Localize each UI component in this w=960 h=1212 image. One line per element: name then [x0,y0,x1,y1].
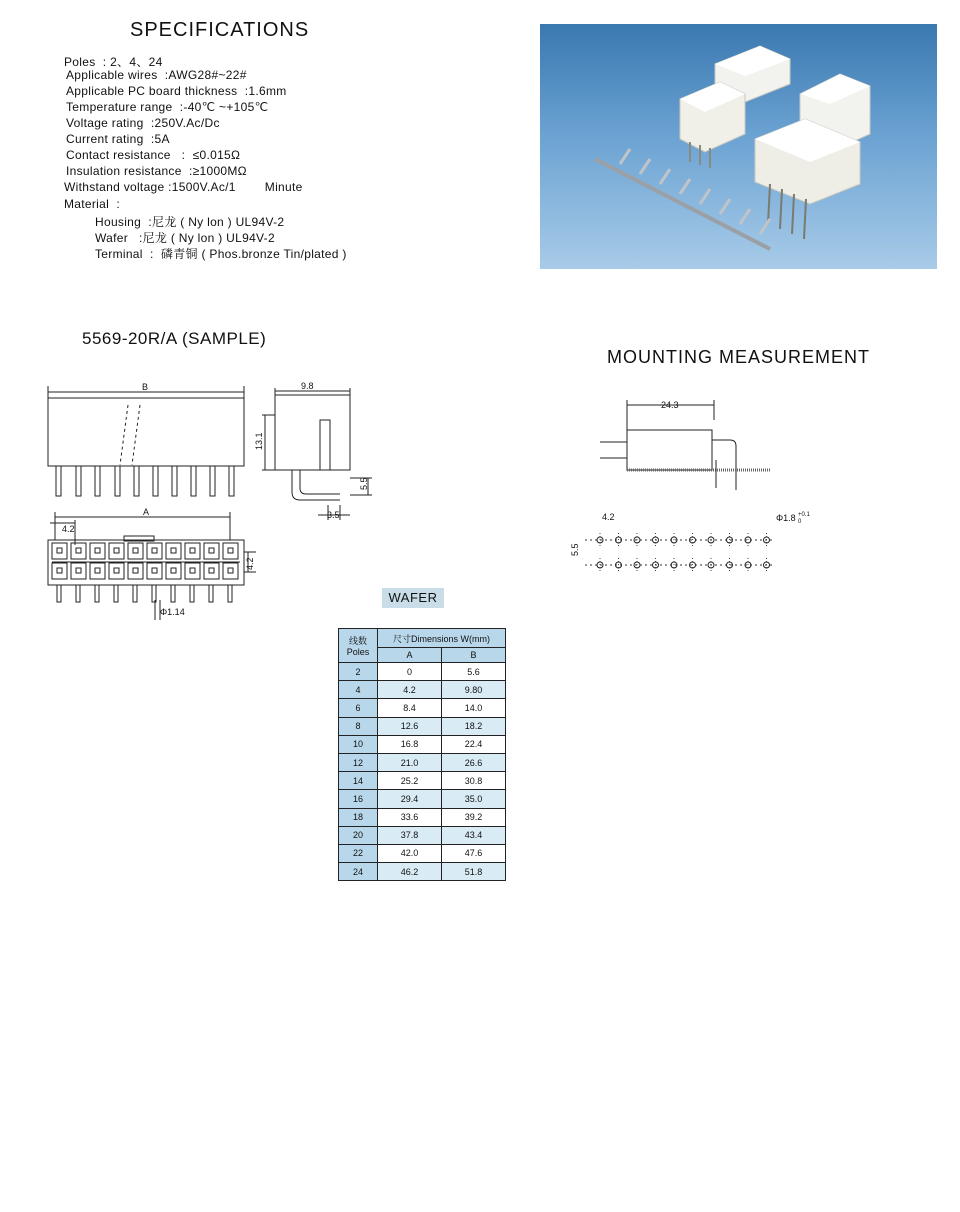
cavity [71,543,86,559]
spec-value: 磷青铜 ( Phos.bronze Tin/plated ) [153,247,347,261]
spec-separator: : [157,68,169,82]
cell-poles: 2 [339,663,378,681]
cavity [185,563,200,579]
dim-3-5-label: 3.5 [327,510,340,520]
spec-label: Wafer [95,231,129,245]
table-row [339,735,506,753]
bottom-pin [209,585,213,602]
spec-value: 尼龙 ( Ny lon ) UL94V-2 [142,231,275,245]
table-row [339,772,506,790]
spec-separator: : [141,215,153,229]
cell-a: 42.0 [378,844,442,862]
cell-poles: 6 [339,699,378,717]
cavity-pin [76,548,81,553]
dim-mount-4-2-label: 4.2 [602,512,615,522]
dim-13-1-label: 13.1 [254,432,264,450]
dim-tolerance-lower: 0 [798,519,802,525]
cavity [71,563,86,579]
spec-value: 5A [154,132,170,146]
wafer-title: WAFER [382,588,444,608]
spec-value: ≤0.015Ω [185,148,241,162]
cavity [166,563,181,579]
dim-phi-1-8-label: Φ1.8 [776,513,796,523]
column-b-header: B [442,648,506,663]
table-row [339,681,506,699]
table-row [339,753,506,771]
bottom-pin [95,585,99,602]
spec-separator: : [143,116,155,130]
spec-label: Contact resistance [66,148,171,162]
cavity-pin [114,568,119,573]
cavity-pin [190,568,195,573]
cell-a: 16.8 [378,735,442,753]
cavity-pin [171,568,176,573]
cell-b: 26.6 [442,753,506,771]
wafer-dimension-table [338,628,506,881]
cavity [166,543,181,559]
cavity [128,543,143,559]
cell-a: 4.2 [378,681,442,699]
spec-value: 1.6mm [248,84,287,98]
spec-value: -40℃ ~+105℃ [183,100,269,114]
spec-label: Terminal [95,247,143,261]
spec-label: Housing [95,215,142,229]
cell-a: 21.0 [378,753,442,771]
cavity-pin [228,568,233,573]
spec-separator: : [172,100,184,114]
cavity [185,543,200,559]
cell-b: 30.8 [442,772,506,790]
bottom-pin [171,585,175,602]
dim-b-label: B [142,382,149,392]
cell-poles: 18 [339,808,378,826]
cavity-pin [228,548,233,553]
cavity [223,543,238,559]
cavity [223,563,238,579]
dim-phi-1-14-label: Φ1.14 [160,607,185,617]
spec-value: 2、4、24 [106,55,163,69]
sample-part-title: 5569-20R/A (SAMPLE) [82,329,267,348]
poles-header: 线数 Poles [339,629,378,663]
spec-label: Current rating [66,132,144,146]
cavity-pin [133,548,138,553]
table-row [339,717,506,735]
table-row [339,699,506,717]
cavity-pin [95,568,100,573]
cavity-pin [152,568,157,573]
cavity [128,563,143,579]
bottom-pin [133,585,137,602]
cavity-pin [76,568,81,573]
dim-tolerance-upper: +0.1 [798,512,810,518]
cell-b: 51.8 [442,863,506,881]
cell-a: 12.6 [378,717,442,735]
spec-label: Temperature range [66,100,173,114]
cell-a: 29.4 [378,790,442,808]
cell-poles: 12 [339,753,378,771]
cavity [90,563,105,579]
spec-separator: : [143,132,155,146]
cell-poles: 14 [339,772,378,790]
cavity-pin [209,548,214,553]
cell-a: 0 [378,663,442,681]
spec-label: Applicable PC board thickness [66,84,238,98]
spec-value: 尼龙 ( Ny lon ) UL94V-2 [152,215,285,229]
mounting-side-view [600,400,770,490]
spec-label: Poles [64,55,96,69]
side-view [262,388,372,520]
cavity [204,563,219,579]
cavity [109,543,124,559]
cell-poles: 20 [339,826,378,844]
cavity [52,543,67,559]
dim-5-5-label: 5.5 [359,477,369,490]
dim-4-2-label: 4.2 [62,524,75,534]
bottom-pin [228,585,232,602]
spec-value: ≥1000MΩ [192,164,247,178]
spec-separator: : [95,55,107,69]
spec-label: Applicable wires [66,68,158,82]
dim-mount-5-5-label: 5.5 [570,543,580,556]
table-row [339,863,506,881]
specifications-title: SPECIFICATIONS [130,19,310,41]
bottom-pin [57,585,61,602]
dim-24-3-label: 24.3 [661,400,679,410]
cell-a: 46.2 [378,863,442,881]
cell-poles: 8 [339,717,378,735]
column-a-header: A [378,648,442,663]
table-row [339,826,506,844]
table-row [339,808,506,826]
cavity [52,563,67,579]
cavity-pin [133,568,138,573]
bottom-pin [152,585,156,602]
bottom-pin [190,585,194,602]
cell-b: 47.6 [442,844,506,862]
cell-b: 39.2 [442,808,506,826]
cavity [147,543,162,559]
cell-b: 18.2 [442,717,506,735]
table-row [339,663,506,681]
spec-value: 250V.Ac/Dc [154,116,220,130]
cavity-pin [209,568,214,573]
cell-a: 8.4 [378,699,442,717]
spec-separator: : [181,164,193,178]
cavity-pin [57,568,62,573]
mounting-hole-grid [585,533,775,572]
cell-poles: 4 [339,681,378,699]
spec-separator: : [237,84,249,98]
cell-a: 25.2 [378,772,442,790]
cavity [204,543,219,559]
spec-label: Withstand voltage [64,180,165,194]
cell-poles: 24 [339,863,378,881]
spec-value: AWG28#~22# [168,68,247,82]
dim-9-8-label: 9.8 [301,381,314,391]
dim-4-2-vertical-label: 4.2 [245,557,255,570]
cavity-pin [114,548,119,553]
cell-a: 37.8 [378,826,442,844]
bottom-pin [76,585,80,602]
cavity-pin [171,548,176,553]
cavity-pin [57,548,62,553]
cell-poles: 16 [339,790,378,808]
cavity-pin [190,548,195,553]
spec-label: Insulation resistance [66,164,182,178]
cell-poles: 10 [339,735,378,753]
cell-b: 35.0 [442,790,506,808]
table-row [339,844,506,862]
cavity [147,563,162,579]
bottom-pin [114,585,118,602]
bottom-view-cavities [52,543,238,602]
spec-separator: : [109,197,120,211]
bottom-view [48,512,256,620]
dim-a-label: A [143,507,150,517]
front-view-housing [48,398,244,466]
dimensions-header: 尺寸Dimensions W(mm) [378,629,506,648]
mounting-measurement-title: MOUNTING MEASUREMENT [607,347,870,367]
spec-separator: : [164,180,172,194]
spec-separator: : [128,231,143,245]
cell-b: 14.0 [442,699,506,717]
cell-b: 22.4 [442,735,506,753]
spec-separator: : [142,247,154,261]
cavity-pin [152,548,157,553]
front-view-pins [56,466,234,496]
spec-label: Material [64,197,110,211]
cell-b: 9.80 [442,681,506,699]
spec-label: Voltage rating [66,116,144,130]
cavity [109,563,124,579]
spec-value: 1500V.Ac/1 Minute [171,180,303,194]
cavity [90,543,105,559]
cell-b: 5.6 [442,663,506,681]
cell-b: 43.4 [442,826,506,844]
spec-separator: : [170,148,186,162]
cavity-pin [95,548,100,553]
cell-a: 33.6 [378,808,442,826]
table-row [339,790,506,808]
cell-poles: 22 [339,844,378,862]
